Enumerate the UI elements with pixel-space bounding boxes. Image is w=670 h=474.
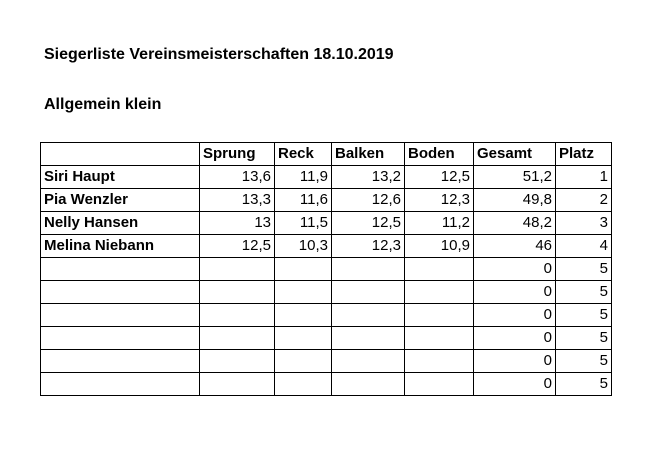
cell-gesamt: 0: [474, 281, 556, 304]
cell-name: [41, 258, 200, 281]
cell-gesamt: 0: [474, 373, 556, 396]
cell-gesamt: 48,2: [474, 212, 556, 235]
cell-boden: 11,2: [405, 212, 474, 235]
cell-balken: 12,6: [332, 189, 405, 212]
cell-balken: [332, 258, 405, 281]
cell-reck: [275, 327, 332, 350]
cell-reck: 10,3: [275, 235, 332, 258]
cell-gesamt: 51,2: [474, 166, 556, 189]
header-row: [41, 143, 612, 166]
cell-platz: 5: [556, 373, 612, 396]
table-row: [41, 166, 612, 189]
cell-reck: [275, 258, 332, 281]
cell-gesamt: 0: [474, 350, 556, 373]
cell-boden: [405, 350, 474, 373]
cell-sprung: [200, 373, 275, 396]
cell-boden: [405, 281, 474, 304]
table-row: [41, 212, 612, 235]
cell-platz: 4: [556, 235, 612, 258]
cell-platz: 2: [556, 189, 612, 212]
cell-balken: 12,3: [332, 235, 405, 258]
header-boden: Boden: [405, 143, 474, 166]
header-reck: Reck: [275, 143, 332, 166]
table-row: [41, 258, 612, 281]
header-balken: Balken: [332, 143, 405, 166]
results-table: [40, 142, 612, 396]
cell-gesamt: 0: [474, 258, 556, 281]
cell-platz: 5: [556, 327, 612, 350]
cell-sprung: 13: [200, 212, 275, 235]
cell-reck: 11,6: [275, 189, 332, 212]
results-body: [41, 166, 612, 396]
cell-balken: [332, 373, 405, 396]
cell-name: Pia Wenzler: [41, 189, 200, 212]
cell-reck: [275, 281, 332, 304]
cell-boden: 12,3: [405, 189, 474, 212]
cell-boden: 12,5: [405, 166, 474, 189]
cell-balken: [332, 350, 405, 373]
cell-sprung: [200, 258, 275, 281]
cell-reck: 11,5: [275, 212, 332, 235]
cell-boden: [405, 373, 474, 396]
cell-reck: [275, 304, 332, 327]
cell-name: [41, 327, 200, 350]
cell-name: [41, 281, 200, 304]
cell-reck: 11,9: [275, 166, 332, 189]
cell-sprung: [200, 281, 275, 304]
cell-boden: 10,9: [405, 235, 474, 258]
cell-name: [41, 304, 200, 327]
cell-sprung: [200, 350, 275, 373]
table-row: [41, 281, 612, 304]
cell-platz: 1: [556, 166, 612, 189]
cell-sprung: [200, 304, 275, 327]
document-title: Siegerliste Vereinsmeisterschaften 18.10.2019: [44, 46, 394, 63]
cell-reck: [275, 373, 332, 396]
cell-platz: 5: [556, 281, 612, 304]
category-title: Allgemein klein: [44, 96, 162, 113]
table-row: [41, 350, 612, 373]
cell-platz: 5: [556, 258, 612, 281]
cell-platz: 5: [556, 350, 612, 373]
cell-balken: 13,2: [332, 166, 405, 189]
header-name: [41, 143, 200, 166]
cell-sprung: 13,6: [200, 166, 275, 189]
header-sprung: Sprung: [200, 143, 275, 166]
header-platz: Platz: [556, 143, 612, 166]
cell-gesamt: 49,8: [474, 189, 556, 212]
cell-balken: 12,5: [332, 212, 405, 235]
table-row: [41, 235, 612, 258]
cell-name: Nelly Hansen: [41, 212, 200, 235]
cell-sprung: 13,3: [200, 189, 275, 212]
cell-sprung: [200, 327, 275, 350]
cell-reck: [275, 350, 332, 373]
cell-boden: [405, 304, 474, 327]
table-row: [41, 327, 612, 350]
table-row: [41, 304, 612, 327]
cell-name: [41, 373, 200, 396]
cell-boden: [405, 327, 474, 350]
cell-platz: 5: [556, 304, 612, 327]
cell-sprung: 12,5: [200, 235, 275, 258]
header-gesamt: Gesamt: [474, 143, 556, 166]
cell-boden: [405, 258, 474, 281]
cell-name: [41, 350, 200, 373]
table-row: [41, 189, 612, 212]
cell-gesamt: 0: [474, 304, 556, 327]
cell-balken: [332, 281, 405, 304]
table-row: [41, 373, 612, 396]
cell-name: Melina Niebann: [41, 235, 200, 258]
cell-gesamt: 46: [474, 235, 556, 258]
cell-platz: 3: [556, 212, 612, 235]
cell-balken: [332, 327, 405, 350]
cell-balken: [332, 304, 405, 327]
cell-gesamt: 0: [474, 327, 556, 350]
cell-name: Siri Haupt: [41, 166, 200, 189]
